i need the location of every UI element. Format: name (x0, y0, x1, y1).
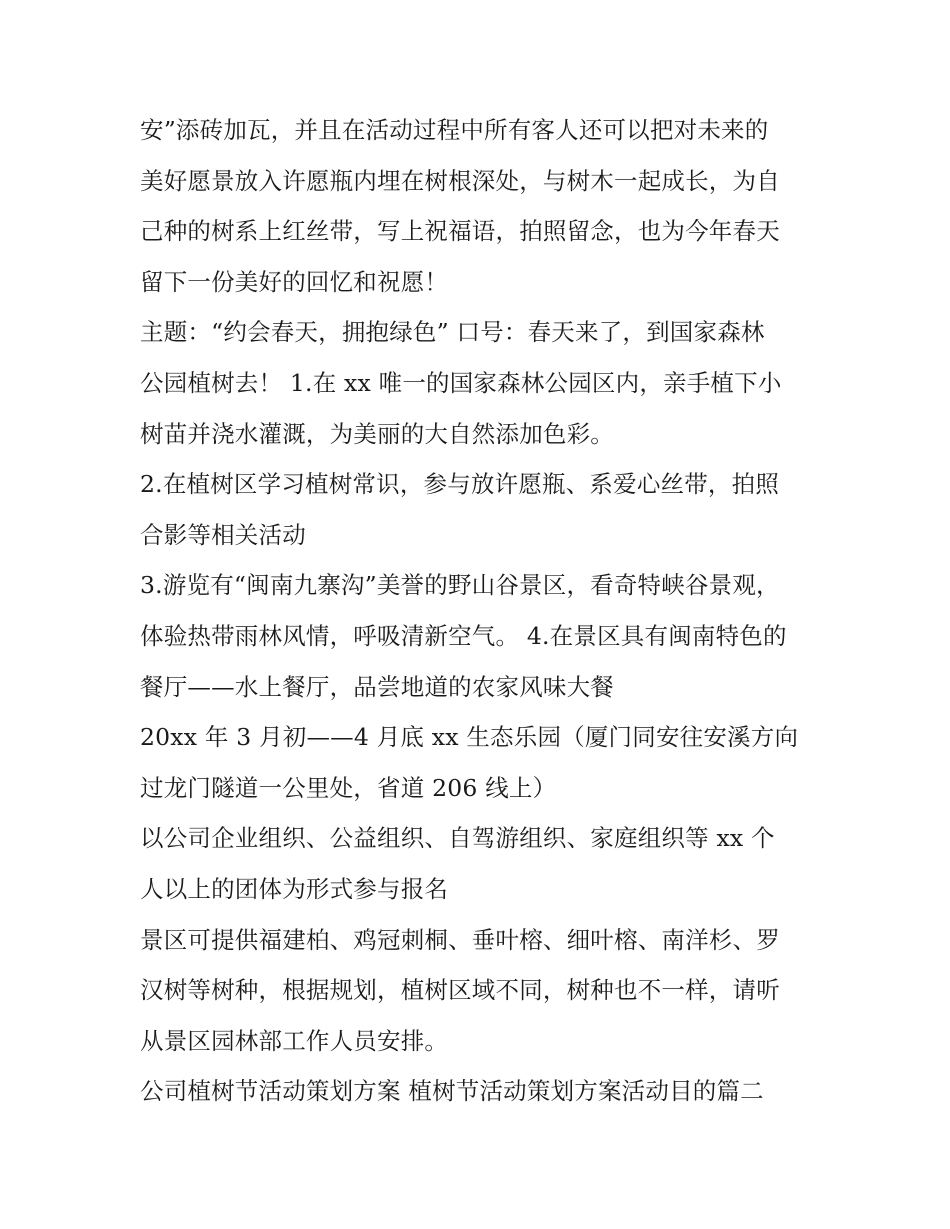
text-line-1: 安”添砖加瓦，并且在活动过程中所有客人还可以把对未来的 (140, 116, 769, 144)
text-line-14: 过龙门隧道一公里处，省道 206 线上） (140, 773, 557, 802)
text-line-4: 留下一份美好的回忆和祝愿！ (140, 267, 449, 296)
text-line-6: 公园植树去！ 1.在 xx 唯一的国家森林公园区内，亲手植下小 (140, 368, 782, 397)
text-line-7: 树苗并浇水灌溉，为美丽的大自然添加色彩。 (140, 419, 614, 448)
text-line-15: 以公司企业组织、公益组织、自驾游组织、家庭组织等 xx 个 (140, 824, 775, 853)
text-line-8: 2.在植树区学习植树常识，参与放许愿瓶、系爱心丝带，拍照 (140, 470, 780, 499)
text-line-3: 己种的树系上红丝带，写上祝福语，拍照留念，也为今年春天 (140, 217, 780, 246)
text-line-12: 餐厅——水上餐厅，品尝地道的农家风味大餐 (140, 672, 614, 701)
text-line-19: 从景区园林部工作人员安排。 (140, 1026, 449, 1055)
text-line-18: 汉树等树种，根据规划，植树区域不同，树种也不一样，请听 (140, 976, 780, 1005)
text-line-16: 人以上的团体为形式参与报名 (140, 874, 449, 903)
text-line-17: 景区可提供福建柏、鸡冠刺桐、垂叶榕、细叶榕、南洋杉、罗 (140, 925, 780, 954)
text-line-13: 20xx 年 3 月初——4 月底 xx 生态乐园（厦门同安往安溪方向 (140, 723, 799, 752)
text-line-2: 美好愿景放入许愿瓶内埋在树根深处，与树木一起成长，为自 (140, 166, 780, 195)
text-line-11: 体验热带雨林风情，呼吸清新空气。 4.在景区具有闽南特色的 (140, 621, 787, 650)
text-line-20: 公司植树节活动策划方案 植树节活动策划方案活动目的篇二 (140, 1077, 764, 1106)
text-line-10: 3.游览有“闽南九寨沟”美誉的野山谷景区，看奇特峡谷景观， (140, 571, 780, 600)
text-line-5: 主题：“约会春天，拥抱绿色” 口号：春天来了，到国家森林 (140, 318, 765, 347)
text-line-9: 合影等相关活动 (140, 520, 306, 549)
document-body (140, 105, 830, 1117)
